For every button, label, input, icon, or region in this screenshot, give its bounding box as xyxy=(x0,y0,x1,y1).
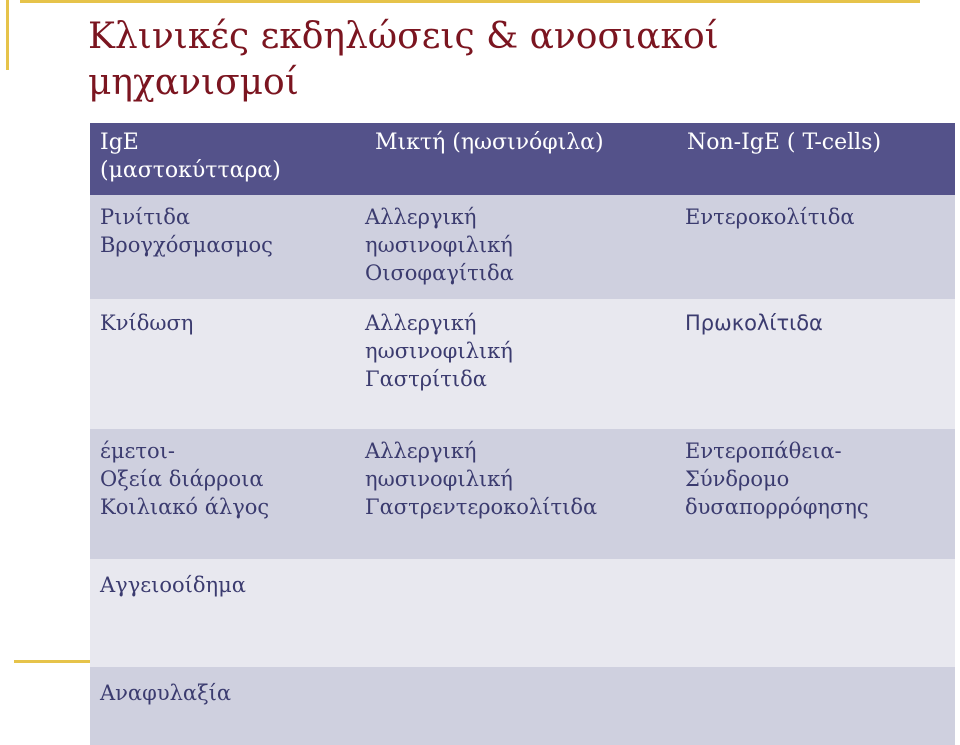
header-ige-line-2: (μαστοκύτταρα) xyxy=(100,158,281,183)
cell-line: Εντεροπάθεια- xyxy=(685,439,842,463)
cell-line: δυσαπορρόφησης xyxy=(685,495,869,519)
cell-line: ηωσινοφιλική xyxy=(365,467,513,491)
cell-line: Οισοφαγίτιδα xyxy=(365,261,514,285)
table-row xyxy=(90,667,955,745)
table-cell xyxy=(355,429,675,559)
cell-line: Αλλεργική xyxy=(365,439,477,463)
cell-line: Σύνδρομο xyxy=(685,467,790,491)
cell-line: Αγγειοοίδημα xyxy=(100,573,246,597)
cell-line: Αλλεργική xyxy=(365,205,477,229)
cell-line: Βρογχόσμασμος xyxy=(100,233,273,257)
table-cell xyxy=(355,667,675,745)
table-row xyxy=(90,559,955,667)
header-non-ige-line-1: Non-IgE ( T-cells) xyxy=(687,130,882,155)
cell-line: Κοιλιακό άλγος xyxy=(100,495,270,519)
table-cell xyxy=(355,559,675,667)
cell-line: Αναφυλαξία xyxy=(100,681,232,705)
slide-title-line-1: Κλινικές εκδηλώσεις & ανοσιακοί xyxy=(88,16,719,57)
table-cell xyxy=(355,299,675,429)
table-cell xyxy=(90,429,355,559)
cell-line: Εντεροκολίτιδα xyxy=(685,205,855,229)
table-cell xyxy=(90,299,355,429)
table-cell xyxy=(675,667,955,745)
cell-line: Ρινίτιδα xyxy=(100,205,191,229)
bottom-accent-line xyxy=(14,660,90,663)
table-cell xyxy=(675,559,955,667)
top-accent-line xyxy=(20,0,920,3)
header-row xyxy=(90,123,955,195)
table-cell xyxy=(90,559,355,667)
cell-line: Οξεία διάρροια xyxy=(100,467,264,491)
cell-line: Αλλεργική xyxy=(365,311,477,335)
cell-line: ηωσινοφιλική xyxy=(365,233,513,257)
cell-line: Γαστρίτιδα xyxy=(365,367,487,391)
header-mixed xyxy=(355,123,675,195)
slide-title-line-2: μηχανισμοί xyxy=(88,62,299,103)
table-cell xyxy=(355,195,675,299)
table-row xyxy=(90,299,955,429)
header-ige xyxy=(90,123,355,195)
cell-line: ηωσινοφιλική xyxy=(365,339,513,363)
table-row xyxy=(90,429,955,559)
left-accent-line xyxy=(6,0,9,70)
table-cell xyxy=(675,195,955,299)
header-non-ige xyxy=(675,123,955,195)
cell-line: Γαστρεντεροκολίτιδα xyxy=(365,495,598,519)
table-cell xyxy=(675,429,955,559)
table-row xyxy=(90,195,955,299)
table-cell xyxy=(675,299,955,429)
table-cell xyxy=(90,667,355,745)
slide-title xyxy=(88,14,908,106)
header-ige-line-1: IgE xyxy=(100,130,139,155)
cell-line: έμετοι- xyxy=(100,439,175,463)
table-cell xyxy=(90,195,355,299)
header-mixed-line-1: Μικτή (ηωσινόφιλα) xyxy=(375,130,604,155)
cell-line: Κνίδωση xyxy=(100,311,194,335)
cell-line: Πρωκολίτιδα xyxy=(685,311,823,335)
manifestations-table xyxy=(90,123,955,745)
